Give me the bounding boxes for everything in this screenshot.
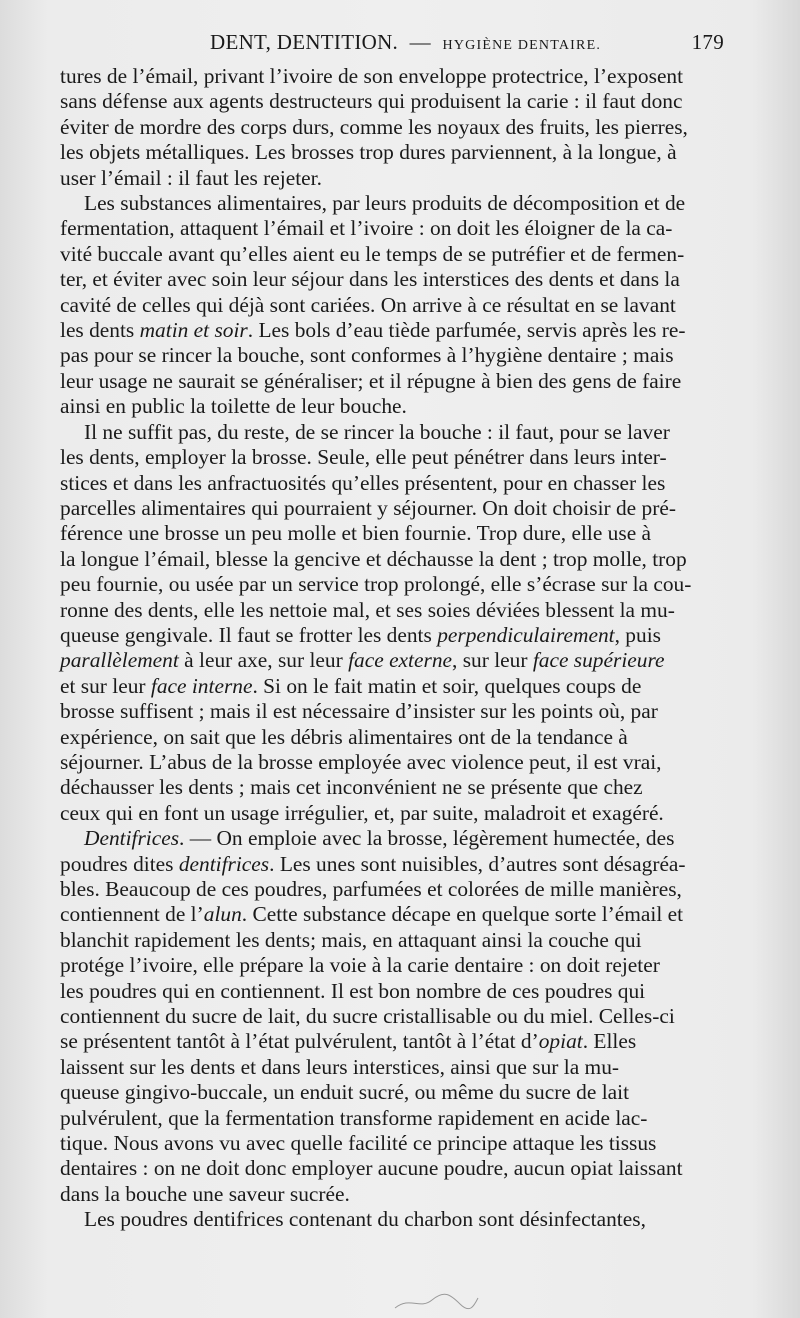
ornament-flourish-icon	[390, 1290, 480, 1314]
italic-text: alun	[203, 902, 242, 927]
text-run: sans défense aux agents destructeurs qui produisent la carie : il faut donc	[60, 89, 683, 114]
text-line	[60, 648, 724, 673]
text-line	[60, 521, 724, 546]
text-run: férence une brosse un peu molle et bien fournie. Trop dure, elle use à	[60, 521, 652, 546]
text-run: Les poudres dentifrices contenant du charbon sont désinfectantes,	[84, 1207, 646, 1232]
text-run: brosse suffisent ; mais il est nécessaire d’insister sur les points où, par	[60, 699, 658, 724]
text-line	[60, 1156, 724, 1181]
text-run: les dents, employer la brosse. Seule, elle peut pénétrer dans leurs inter-	[60, 445, 667, 470]
text-line	[60, 89, 724, 114]
text-run: ceux qui en font un usage irrégulier, et, par suite, maladroit et exagéré.	[60, 800, 664, 825]
text-run: fermentation, attaquent l’émail et l’ivoire : on doit les éloigner de la ca-	[60, 216, 673, 241]
text-line	[60, 725, 724, 750]
text-line	[60, 267, 724, 292]
text-run: , sur leur	[452, 648, 533, 673]
text-run: contiennent du sucre de lait, du sucre cristallisable ou du miel. Celles-ci	[60, 1004, 675, 1029]
text-line	[60, 826, 724, 851]
text-line	[60, 979, 724, 1004]
text-line	[60, 1207, 724, 1232]
body-text	[60, 64, 724, 1233]
text-run: séjourner. L’abus de la brosse employée avec violence peut, il est vrai,	[60, 749, 662, 774]
text-run: laissent sur les dents et dans leurs interstices, ainsi que sur la mu-	[60, 1054, 620, 1079]
text-line	[60, 699, 724, 724]
text-run: tures de l’émail, privant l’ivoire de son enveloppe protectrice, l’exposent	[60, 64, 684, 88]
text-line	[60, 115, 724, 140]
text-run: et sur leur	[60, 673, 151, 698]
text-line	[60, 1055, 724, 1080]
text-line	[60, 496, 724, 521]
text-run: la longue l’émail, blesse la gencive et déchausse la dent ; trop molle, trop	[60, 546, 687, 571]
text-line	[60, 471, 724, 496]
text-line	[60, 852, 724, 877]
text-line	[60, 216, 724, 241]
italic-text: parallèlement	[60, 648, 179, 673]
text-run: poudres dites	[60, 851, 179, 876]
running-header	[60, 30, 724, 60]
italic-text: dentifrices	[178, 851, 270, 876]
text-line	[60, 1004, 724, 1029]
text-run: expérience, on sait que les débris alimentaires ont de la tendance à	[60, 724, 628, 749]
text-line	[60, 1080, 724, 1105]
text-run: déchausser les dents ; mais cet inconvénient ne se présente que chez	[60, 775, 643, 800]
text-run: contiennent de l’	[60, 902, 204, 927]
text-run: éviter de mordre des corps durs, comme les noyaux des fruits, les pierres,	[60, 114, 688, 139]
header-separator: —	[409, 30, 431, 54]
text-line	[60, 928, 724, 953]
text-line	[60, 242, 724, 267]
text-run: . Cette substance décape en quelque sorte l’émail et	[241, 902, 684, 927]
text-line	[60, 953, 724, 978]
text-line	[60, 166, 724, 191]
text-run: bles. Beaucoup de ces poudres, parfumées et colorées de mille manières,	[60, 877, 682, 901]
text-line	[60, 623, 724, 648]
text-line	[60, 877, 724, 902]
italic-text: matin et soir	[139, 318, 248, 343]
text-line	[60, 64, 724, 89]
italic-text: face supérieure	[532, 648, 665, 673]
text-run: ainsi en public la toilette de leur bouche.	[60, 394, 407, 419]
text-line	[60, 902, 724, 927]
running-title: DENT, DENTITION.	[210, 30, 399, 54]
text-line	[60, 420, 724, 445]
page-number: 179	[691, 30, 724, 54]
text-run: dentaires : on ne doit donc employer aucune poudre, aucun opiat laissant	[60, 1156, 683, 1181]
text-run: les poudres qui en contiennent. Il est bon nombre de ces poudres qui	[60, 978, 646, 1003]
text-run: ronne des dents, elle les nettoie mal, et ses soies déviées blessent la mu-	[60, 597, 675, 622]
text-line	[60, 343, 724, 368]
text-line	[60, 547, 724, 572]
text-run: . Elles	[582, 1029, 637, 1054]
text-run: pas pour se rincer la bouche, sont conformes à l’hygiène dentaire ; mais	[60, 343, 674, 368]
text-run: protége l’ivoire, elle prépare la voie à la carie dentaire : on doit rejeter	[60, 953, 660, 978]
text-line	[60, 369, 724, 394]
text-run: user l’émail : il faut les rejeter.	[60, 165, 322, 190]
text-run: tique. Nous avons vu avec quelle facilité ce principe attaque les tissus	[60, 1131, 657, 1156]
text-run: parcelles alimentaires qui pourraient y séjourner. On doit choisir de pré-	[60, 495, 676, 520]
italic-text: face externe	[348, 648, 453, 673]
text-line	[60, 293, 724, 318]
text-run: les dents	[60, 318, 140, 343]
text-run: queuse gengivale. Il faut se frotter les dents	[60, 622, 438, 647]
text-line	[60, 1029, 724, 1054]
text-run: les objets métalliques. Les brosses trop dures parviennent, à la longue, à	[60, 140, 677, 165]
text-run: cavité de celles qui déjà sont cariées. On arrive à ce résultat en se lavant	[60, 292, 676, 317]
text-run: ter, et éviter avec soin leur séjour dans les interstices des dents et dans la	[60, 267, 680, 292]
text-line	[60, 318, 724, 343]
section-title: HYGIÈNE DENTAIRE.	[442, 38, 602, 53]
text-line	[60, 598, 724, 623]
text-line	[60, 801, 724, 826]
text-run: stices et dans les anfractuosités qu’elles présentent, pour en chasser les	[60, 470, 666, 495]
text-line	[60, 445, 724, 470]
text-line	[60, 394, 724, 419]
text-run: se présentent tantôt à l’état pulvérulent, tantôt à l’état d’	[60, 1029, 539, 1054]
text-run: . Si on le fait matin et soir, quelques coups de	[252, 673, 642, 698]
text-run: pulvérulent, que la fermentation transforme rapidement en acide lac-	[60, 1105, 648, 1130]
text-line	[60, 1131, 724, 1156]
italic-text: face interne	[150, 673, 253, 698]
text-line	[60, 572, 724, 597]
text-run: dans la bouche une saveur sucrée.	[60, 1181, 350, 1206]
text-line	[60, 1182, 724, 1207]
text-run: Les substances alimentaires, par leurs produits de décomposition et de	[84, 191, 686, 216]
italic-text: opiat	[538, 1029, 583, 1054]
text-run: à leur axe, sur leur	[178, 648, 349, 673]
text-run: peu fournie, ou usée par un service trop prolongé, elle s’écrase sur la cou-	[60, 572, 692, 597]
text-run: blanchit rapidement les dents; mais, en attaquant ainsi la couche qui	[60, 927, 642, 952]
text-run: . Les unes sont nuisibles, d’autres sont désagréa-	[269, 851, 686, 876]
text-run: . — On emploie avec la brosse, légèrement humectée, des	[179, 826, 675, 851]
text-run: vité buccale avant qu’elles aient eu le temps de se putréfier et de fermen-	[60, 241, 685, 266]
text-line	[60, 775, 724, 800]
text-line	[60, 140, 724, 165]
text-run: . Les bols d’eau tiède parfumée, servis après les re-	[247, 318, 686, 343]
text-run: queuse gingivo-buccale, un enduit sucré, ou même du sucre de lait	[60, 1080, 630, 1105]
italic-text: perpendiculairement	[437, 622, 615, 647]
italic-text: Dentifrices	[84, 826, 180, 851]
text-line	[60, 191, 724, 216]
text-line	[60, 750, 724, 775]
text-run: Il ne suffit pas, du reste, de se rincer la bouche : il faut, pour se laver	[84, 419, 670, 444]
text-line	[60, 1106, 724, 1131]
text-run: , puis	[614, 622, 661, 647]
text-run: leur usage ne saurait se généraliser; et il répugne à bien des gens de faire	[60, 368, 682, 393]
text-line	[60, 674, 724, 699]
